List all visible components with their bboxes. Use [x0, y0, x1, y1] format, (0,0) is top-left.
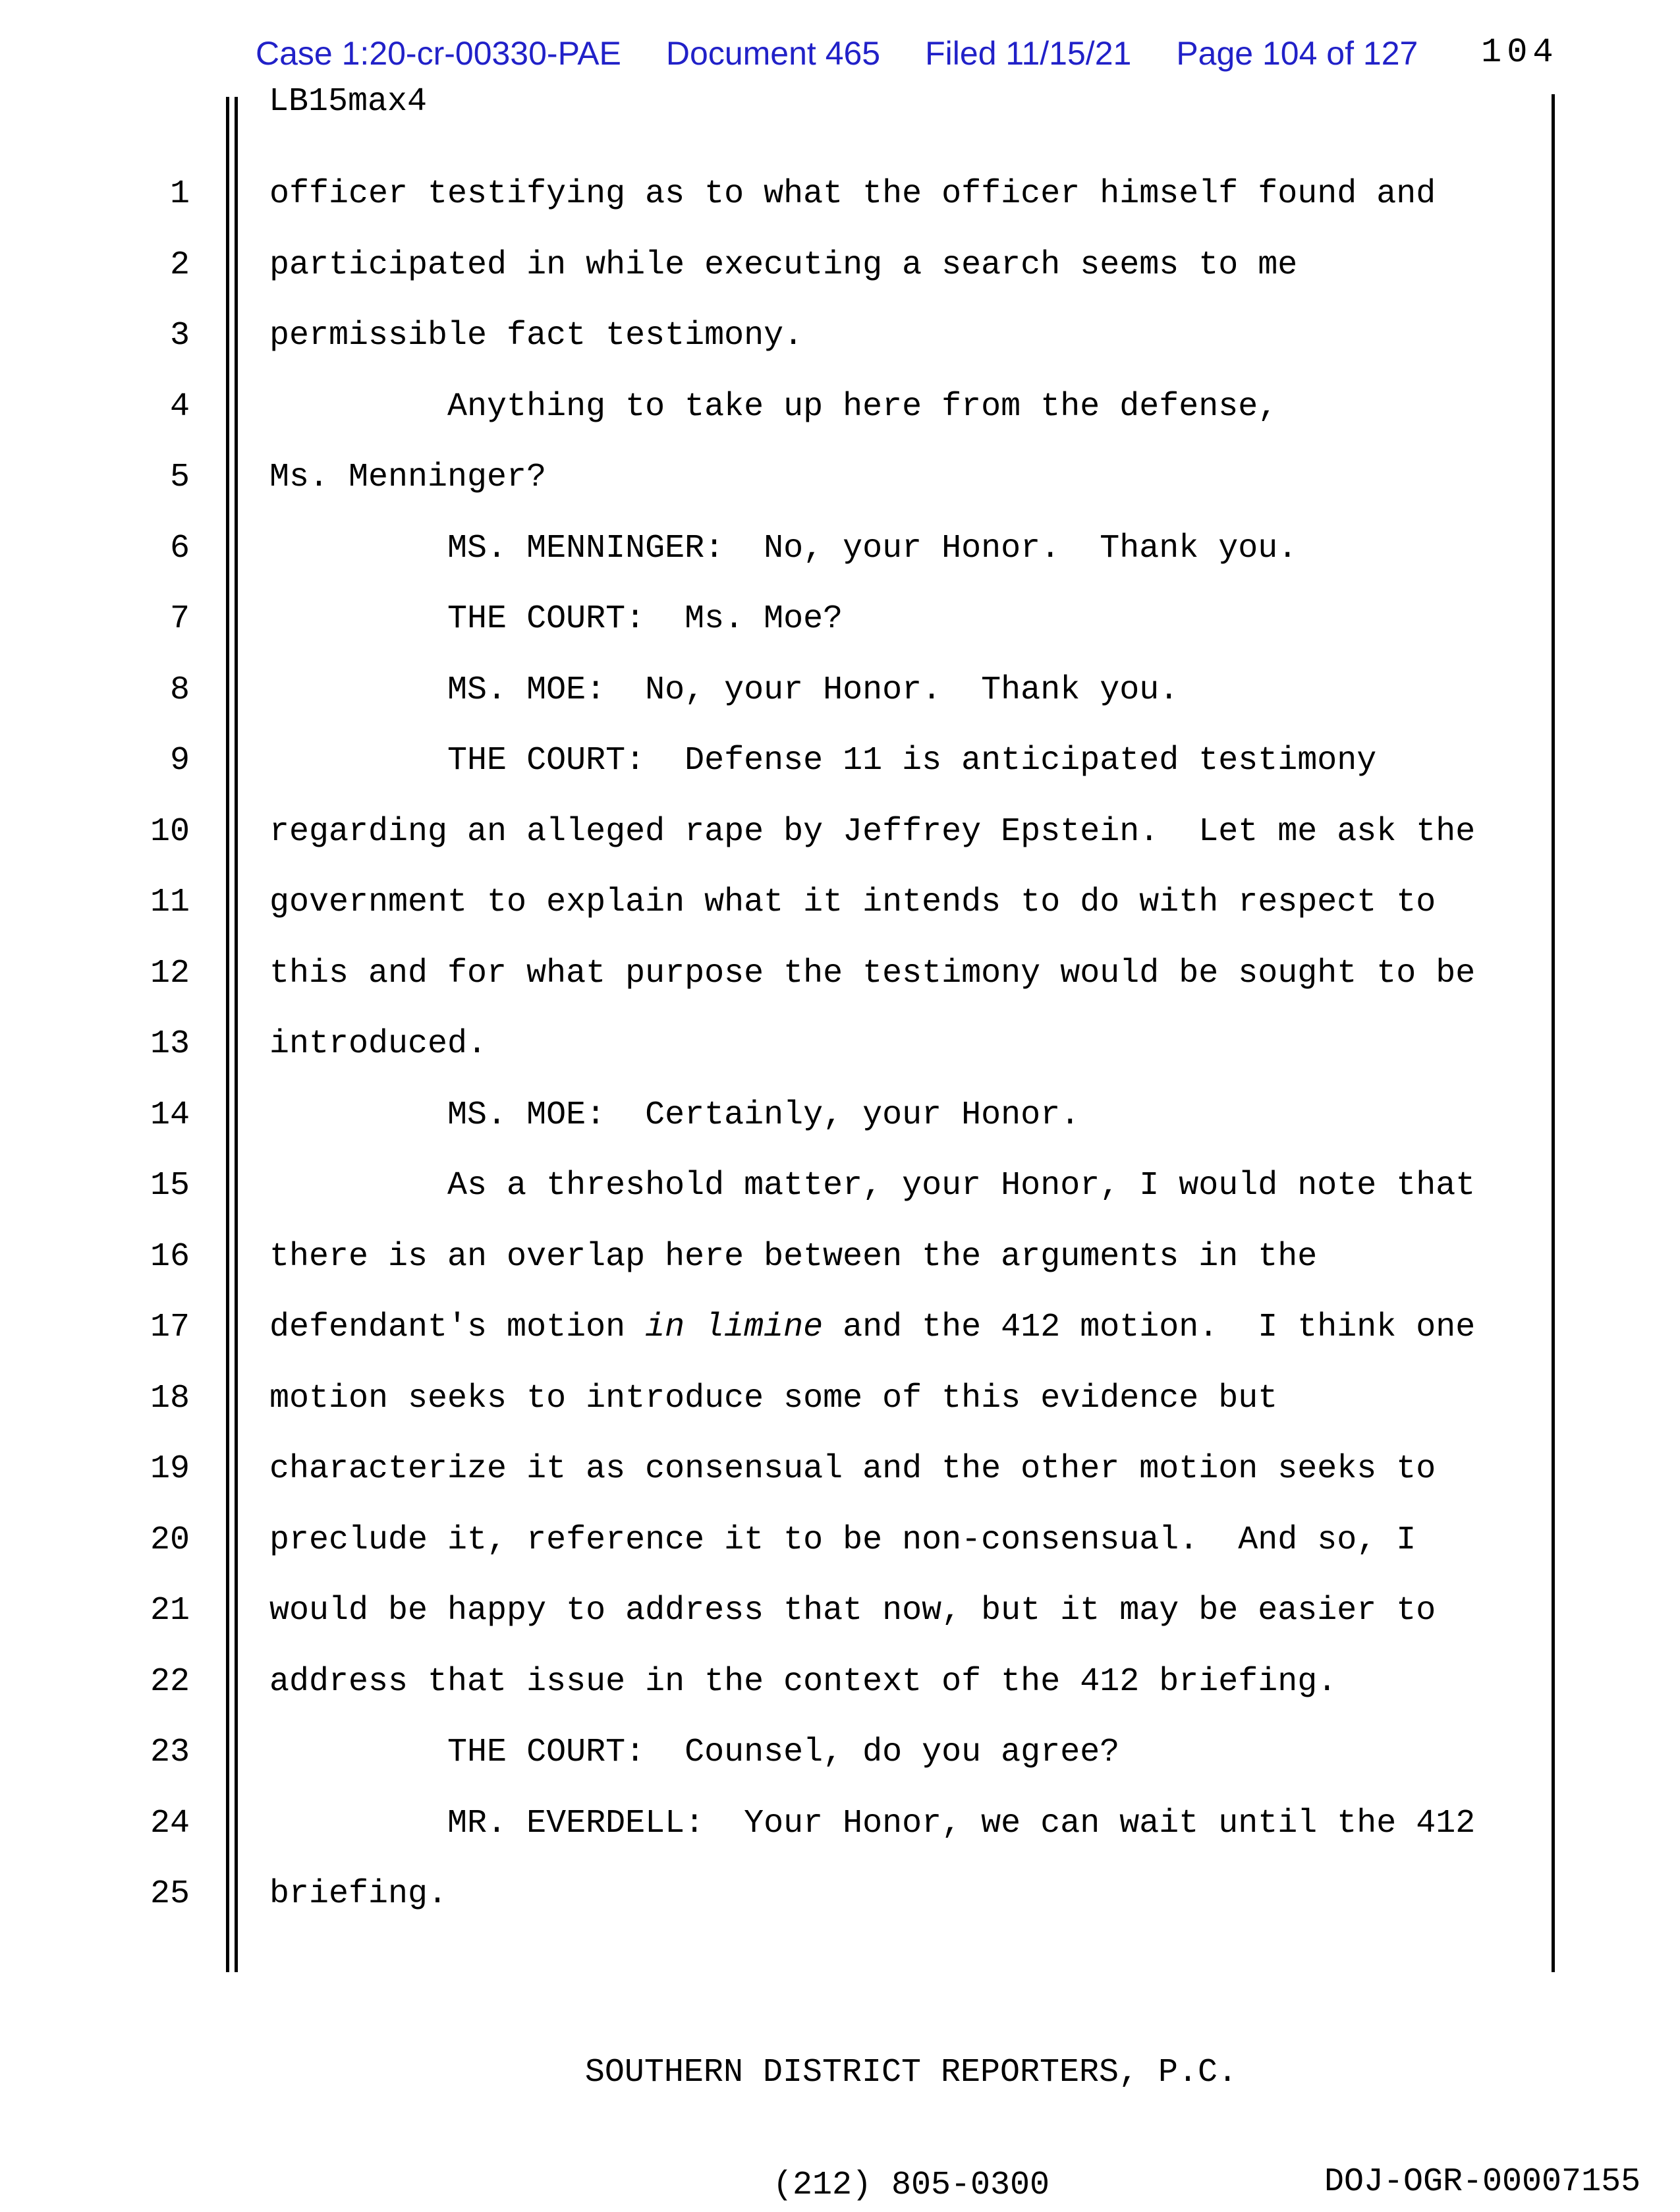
line-number: 24 — [150, 1804, 190, 1842]
line-number: 8 — [169, 671, 190, 709]
line-text: briefing. — [269, 1875, 448, 1913]
line-number: 22 — [150, 1662, 190, 1701]
transcript-line — [0, 867, 1680, 938]
transcript-line — [0, 513, 1680, 584]
line-number: 25 — [150, 1875, 190, 1913]
line-text: MS. MOE: No, your Honor. Thank you. — [269, 671, 1179, 709]
transcript-line — [0, 442, 1680, 513]
transcript-line — [0, 1222, 1680, 1293]
transcript-line — [0, 797, 1680, 868]
line-text: regarding an alleged rape by Jeffrey Epstein. Let me ask the — [269, 812, 1476, 851]
line-text: officer testifying as to what the officer himself found and — [269, 175, 1436, 213]
transcript-line — [0, 1575, 1680, 1647]
line-number: 12 — [150, 954, 190, 992]
line-number: 14 — [150, 1096, 190, 1134]
line-text: MR. EVERDELL: Your Honor, we can wait until the 412 — [269, 1804, 1476, 1842]
line-text: MS. MOE: Certainly, your Honor. — [269, 1096, 1080, 1134]
transcript-line — [0, 159, 1680, 230]
line-text: preclude it, reference it to be non-consensual. And so, I — [269, 1521, 1416, 1559]
line-text: Anything to take up here from the defense, — [269, 387, 1278, 426]
line-number: 11 — [150, 884, 190, 921]
line-text: THE COURT: Counsel, do you agree? — [269, 1734, 1120, 1771]
line-number: 4 — [169, 387, 190, 426]
transcript-line — [0, 584, 1680, 655]
transcript-line — [0, 1009, 1680, 1080]
line-text: introduced. — [269, 1025, 488, 1063]
transcript-line — [0, 1647, 1680, 1718]
line-number: 19 — [150, 1450, 190, 1488]
line-number: 21 — [150, 1592, 190, 1630]
transcript-session-id: LB15max4 — [269, 83, 428, 121]
line-number: 9 — [169, 742, 190, 780]
line-text: permissible fact testimony. — [269, 317, 804, 354]
transcript-line — [0, 655, 1680, 726]
line-number: 17 — [150, 1309, 190, 1346]
transcript-line — [0, 1859, 1680, 1930]
bates-number: DOJ-OGR-00007155 — [1324, 2163, 1641, 2201]
line-number: 23 — [150, 1734, 190, 1771]
transcript-line — [0, 300, 1680, 372]
line-number: 15 — [150, 1167, 190, 1205]
line-text: characterize it as consensual and the other motion seeks to — [269, 1450, 1436, 1488]
line-text: MS. MENNINGER: No, your Honor. Thank you. — [269, 529, 1298, 567]
line-number: 18 — [150, 1379, 190, 1417]
reporter-name: SOUTHERN DISTRICT REPORTERS, P.C. — [584, 2054, 1238, 2091]
transcript-line — [0, 1150, 1680, 1222]
line-number: 1 — [169, 175, 190, 213]
transcript-body — [0, 159, 1680, 1930]
line-number: 16 — [150, 1237, 190, 1276]
line-text: Ms. Menninger? — [269, 459, 547, 496]
page-number: 104 — [1481, 33, 1559, 72]
line-number: 3 — [169, 317, 190, 354]
stamp-page-info: Page 104 of 127 — [1176, 35, 1418, 72]
transcript-line — [0, 1717, 1680, 1788]
transcript-line — [0, 1363, 1680, 1434]
line-number: 6 — [169, 529, 190, 567]
line-text: would be happy to address that now, but it may be easier to — [269, 1592, 1436, 1630]
stamp-case-number: Case 1:20-cr-00330-PAE — [256, 35, 621, 72]
transcript-line — [0, 1788, 1680, 1859]
line-text: participated in while executing a search seems to me — [269, 246, 1298, 284]
transcript-line — [0, 1434, 1680, 1505]
transcript-line — [0, 1292, 1680, 1363]
transcript-line — [0, 1080, 1680, 1151]
line-text: THE COURT: Ms. Moe? — [269, 600, 843, 638]
line-text: As a threshold matter, your Honor, I would note that — [269, 1167, 1476, 1205]
line-text: address that issue in the context of the 412 briefing. — [269, 1662, 1337, 1701]
line-text: defendant's motion in limine and the 412 motion. I think one — [269, 1309, 1476, 1346]
line-text: this and for what purpose the testimony would be sought to be — [269, 954, 1476, 992]
stamp-filed-date: Filed 11/15/21 — [925, 35, 1132, 72]
line-number: 5 — [169, 459, 190, 496]
line-number: 10 — [150, 812, 190, 851]
line-number: 20 — [150, 1521, 190, 1559]
line-number: 2 — [169, 246, 190, 284]
transcript-line — [0, 230, 1680, 301]
line-text: government to explain what it intends to do with respect to — [269, 884, 1436, 921]
reporter-phone: (212) 805-0300 — [772, 2167, 1050, 2204]
line-number: 7 — [169, 600, 190, 638]
line-text: motion seeks to introduce some of this evidence but — [269, 1379, 1278, 1417]
case-stamp — [256, 34, 1418, 72]
transcript-line — [0, 938, 1680, 1009]
transcript-line — [0, 372, 1680, 443]
line-text: there is an overlap here between the arguments in the — [269, 1237, 1318, 1276]
transcript-line — [0, 725, 1680, 797]
transcript-line — [0, 1505, 1680, 1576]
stamp-document-number: Document 465 — [665, 35, 881, 72]
line-text: THE COURT: Defense 11 is anticipated testimony — [269, 742, 1377, 780]
line-number: 13 — [150, 1025, 190, 1063]
